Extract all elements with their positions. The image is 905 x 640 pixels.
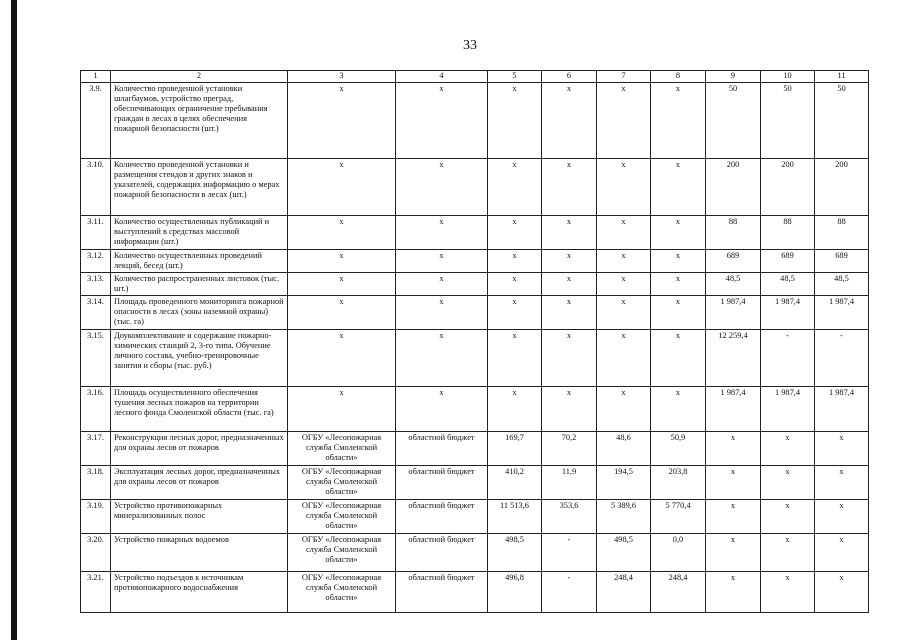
description-cell: Эксплуатация лесных дорог, предназначенных для охраны лесов от пожаров — [111, 466, 288, 500]
year-1-cell: x — [542, 330, 597, 387]
description-cell: Количество осуществленных публикаций и выступлений в средствах массовой информации (шт.) — [111, 216, 288, 250]
year-1-cell: - — [542, 534, 597, 572]
header-row — [81, 71, 869, 83]
year-1-cell: x — [542, 216, 597, 250]
row-number-cell: 3.18. — [81, 466, 111, 500]
year-1-cell: x — [542, 273, 597, 296]
indicator-3-cell: 1 987,4 — [815, 387, 869, 432]
description-cell: Количество распространенных листовок (тыс. шт.) — [111, 273, 288, 296]
column-number-cell: 5 — [488, 71, 542, 83]
table-row — [81, 273, 869, 296]
indicator-2-cell: x — [761, 534, 815, 572]
row-number-cell: 3.9. — [81, 83, 111, 159]
column-number-cell: 2 — [111, 71, 288, 83]
year-2-cell: 48,6 — [597, 432, 651, 466]
indicator-2-cell: x — [761, 432, 815, 466]
column-number-cell: 10 — [761, 71, 815, 83]
indicator-1-cell: x — [706, 572, 761, 613]
indicator-3-cell: - — [815, 330, 869, 387]
table-row — [81, 330, 869, 387]
total-cell: 11 513,6 — [488, 500, 542, 534]
description-cell: Устройство подъездов к источникам противопожарного водоснабжения — [111, 572, 288, 613]
total-cell: x — [488, 387, 542, 432]
year-3-cell: 0,0 — [651, 534, 706, 572]
funding-source-cell: областной бюджет — [396, 432, 488, 466]
executor-cell: x — [288, 216, 396, 250]
funding-source-cell: областной бюджет — [396, 534, 488, 572]
description-cell: Реконструкция лесных дорог, предназначенных для охраны лесов от пожаров — [111, 432, 288, 466]
executor-cell: x — [288, 330, 396, 387]
executor-cell: x — [288, 296, 396, 330]
year-3-cell: x — [651, 83, 706, 159]
year-1-cell: x — [542, 387, 597, 432]
table-row — [81, 466, 869, 500]
funding-source-cell: областной бюджет — [396, 572, 488, 613]
row-number-cell: 3.17. — [81, 432, 111, 466]
funding-source-cell: областной бюджет — [396, 466, 488, 500]
page-number: 33 — [463, 38, 477, 53]
indicator-3-cell: 48,5 — [815, 273, 869, 296]
indicator-3-cell: 689 — [815, 250, 869, 273]
indicator-2-cell: 1 987,4 — [761, 387, 815, 432]
executor-cell: ОГБУ «Лесопожарная служба Смоленской области» — [288, 432, 396, 466]
funding-source-cell: x — [396, 387, 488, 432]
year-2-cell: x — [597, 159, 651, 216]
program-table — [80, 70, 869, 613]
column-number-cell: 7 — [597, 71, 651, 83]
indicator-2-cell: 48,5 — [761, 273, 815, 296]
row-number-cell: 3.10. — [81, 159, 111, 216]
column-number-cell: 4 — [396, 71, 488, 83]
indicator-1-cell: x — [706, 466, 761, 500]
indicator-2-cell: 689 — [761, 250, 815, 273]
funding-source-cell: x — [396, 159, 488, 216]
total-cell: x — [488, 330, 542, 387]
funding-source-cell: x — [396, 83, 488, 159]
total-cell: x — [488, 273, 542, 296]
year-1-cell: x — [542, 296, 597, 330]
indicator-1-cell: 50 — [706, 83, 761, 159]
indicator-1-cell: 689 — [706, 250, 761, 273]
executor-cell: x — [288, 83, 396, 159]
year-3-cell: x — [651, 216, 706, 250]
table-row — [81, 572, 869, 613]
indicator-1-cell: 200 — [706, 159, 761, 216]
row-number-cell: 3.11. — [81, 216, 111, 250]
total-cell: x — [488, 250, 542, 273]
column-number-cell: 8 — [651, 71, 706, 83]
description-cell: Устройство противопожарных минерализованных полос — [111, 500, 288, 534]
row-number-cell: 3.13. — [81, 273, 111, 296]
row-number-cell: 3.19. — [81, 500, 111, 534]
year-3-cell: 203,8 — [651, 466, 706, 500]
description-cell: Площадь проведенного мониторинга пожарной опасности в лесах (зоны наземной охраны) (тыс. га) — [111, 296, 288, 330]
total-cell: 496,8 — [488, 572, 542, 613]
indicator-2-cell: 200 — [761, 159, 815, 216]
year-1-cell: x — [542, 250, 597, 273]
year-2-cell: 194,5 — [597, 466, 651, 500]
table-row — [81, 432, 869, 466]
executor-cell: x — [288, 273, 396, 296]
scan-edge-bar — [11, 0, 17, 640]
table-row — [81, 159, 869, 216]
total-cell: 169,7 — [488, 432, 542, 466]
year-2-cell: x — [597, 387, 651, 432]
indicator-1-cell: 12 259,4 — [706, 330, 761, 387]
table-row — [81, 250, 869, 273]
funding-source-cell: x — [396, 216, 488, 250]
funding-source-cell: x — [396, 273, 488, 296]
table-row — [81, 534, 869, 572]
total-cell: x — [488, 296, 542, 330]
executor-cell: x — [288, 387, 396, 432]
indicator-1-cell: x — [706, 500, 761, 534]
indicator-1-cell: 48,5 — [706, 273, 761, 296]
year-1-cell: 70,2 — [542, 432, 597, 466]
row-number-cell: 3.21. — [81, 572, 111, 613]
year-1-cell: 353,6 — [542, 500, 597, 534]
indicator-2-cell: 50 — [761, 83, 815, 159]
year-1-cell: 11,9 — [542, 466, 597, 500]
indicator-3-cell: 1 987,4 — [815, 296, 869, 330]
column-number-cell: 11 — [815, 71, 869, 83]
column-number-cell: 1 — [81, 71, 111, 83]
year-2-cell: x — [597, 296, 651, 330]
indicator-2-cell: 88 — [761, 216, 815, 250]
year-3-cell: x — [651, 159, 706, 216]
executor-cell: ОГБУ «Лесопожарная служба Смоленской области» — [288, 572, 396, 613]
row-number-cell: 3.16. — [81, 387, 111, 432]
year-1-cell: x — [542, 159, 597, 216]
indicator-1-cell: x — [706, 432, 761, 466]
year-2-cell: x — [597, 273, 651, 296]
row-number-cell: 3.12. — [81, 250, 111, 273]
year-2-cell: 248,4 — [597, 572, 651, 613]
year-2-cell: 498,5 — [597, 534, 651, 572]
indicator-3-cell: x — [815, 432, 869, 466]
description-cell: Площадь осуществленного обеспечения тушения лесных пожаров на территории лесного фонда Смоленской области (тыс. га) — [111, 387, 288, 432]
year-3-cell: x — [651, 273, 706, 296]
total-cell: 498,5 — [488, 534, 542, 572]
executor-cell: ОГБУ «Лесопожарная служба Смоленской области» — [288, 534, 396, 572]
column-number-cell: 3 — [288, 71, 396, 83]
funding-source-cell: x — [396, 250, 488, 273]
table-row — [81, 83, 869, 159]
funding-source-cell: x — [396, 296, 488, 330]
indicator-3-cell: x — [815, 500, 869, 534]
indicator-3-cell: x — [815, 466, 869, 500]
indicator-3-cell: 50 — [815, 83, 869, 159]
indicator-3-cell: x — [815, 534, 869, 572]
year-3-cell: x — [651, 250, 706, 273]
indicator-2-cell: x — [761, 466, 815, 500]
description-cell: Устройство пожарных водоемов — [111, 534, 288, 572]
year-2-cell: 5 389,6 — [597, 500, 651, 534]
year-1-cell: - — [542, 572, 597, 613]
executor-cell: x — [288, 159, 396, 216]
indicator-2-cell: 1 987,4 — [761, 296, 815, 330]
year-3-cell: 50,9 — [651, 432, 706, 466]
executor-cell: ОГБУ «Лесопожарная служба Смоленской области» — [288, 466, 396, 500]
indicator-2-cell: - — [761, 330, 815, 387]
table-row — [81, 387, 869, 432]
total-cell: x — [488, 216, 542, 250]
year-3-cell: 248,4 — [651, 572, 706, 613]
row-number-cell: 3.20. — [81, 534, 111, 572]
year-3-cell: x — [651, 296, 706, 330]
indicator-3-cell: 88 — [815, 216, 869, 250]
year-3-cell: x — [651, 330, 706, 387]
indicator-2-cell: x — [761, 500, 815, 534]
table-row — [81, 296, 869, 330]
total-cell: 410,2 — [488, 466, 542, 500]
funding-source-cell: областной бюджет — [396, 500, 488, 534]
table-row — [81, 500, 869, 534]
description-cell: Количество осуществленных проведений лекций, бесед (шт.) — [111, 250, 288, 273]
description-cell: Доукомплектование и содержание пожарно-химических станций 2, 3-го типа. Обучение личного состава, учебно-тренировочные занятия и сборы (тыс. руб.) — [111, 330, 288, 387]
total-cell: x — [488, 159, 542, 216]
total-cell: x — [488, 83, 542, 159]
indicator-3-cell: 200 — [815, 159, 869, 216]
year-2-cell: x — [597, 216, 651, 250]
indicator-1-cell: 88 — [706, 216, 761, 250]
row-number-cell: 3.15. — [81, 330, 111, 387]
table-row — [81, 216, 869, 250]
funding-source-cell: x — [396, 330, 488, 387]
indicator-1-cell: x — [706, 534, 761, 572]
year-3-cell: x — [651, 387, 706, 432]
executor-cell: ОГБУ «Лесопожарная служба Смоленской области» — [288, 500, 396, 534]
year-3-cell: 5 770,4 — [651, 500, 706, 534]
indicator-1-cell: 1 987,4 — [706, 296, 761, 330]
column-number-cell: 9 — [706, 71, 761, 83]
year-2-cell: x — [597, 330, 651, 387]
description-cell: Количество проведенной установки шлагбаумов, устройство преград, обеспечивающих ограничение пребывания граждан в лесах в целях обеспечения пожарной безопасности (шт.) — [111, 83, 288, 159]
indicator-3-cell: x — [815, 572, 869, 613]
year-2-cell: x — [597, 250, 651, 273]
year-2-cell: x — [597, 83, 651, 159]
executor-cell: x — [288, 250, 396, 273]
column-number-cell: 6 — [542, 71, 597, 83]
description-cell: Количество проведенной установки и размещения стендов и других знаков и указателей, содержащих информацию о мерах пожарной безопасности в лесах (шт.) — [111, 159, 288, 216]
indicator-1-cell: 1 987,4 — [706, 387, 761, 432]
year-1-cell: x — [542, 83, 597, 159]
row-number-cell: 3.14. — [81, 296, 111, 330]
indicator-2-cell: x — [761, 572, 815, 613]
